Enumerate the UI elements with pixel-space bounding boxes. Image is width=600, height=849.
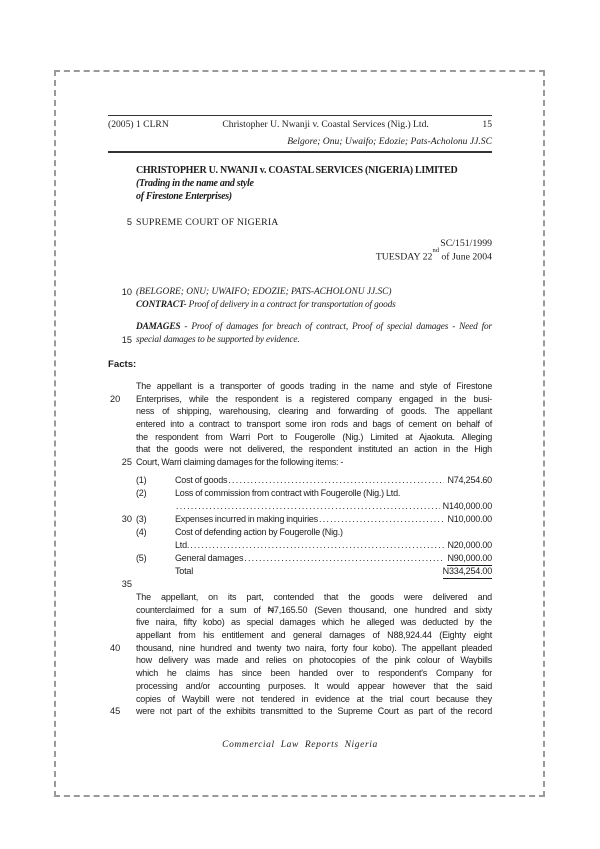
text-line (108, 642, 492, 655)
hearing-date (108, 247, 492, 263)
text-line (108, 443, 492, 456)
text-line (108, 380, 492, 393)
header-bottom-rule (108, 151, 492, 153)
text-line-content: that the goods were not delivered, the respondent instituted an action in the High (136, 444, 492, 455)
claim-number: (4) (136, 527, 147, 537)
margin-line-number: 10 (121, 287, 132, 297)
case-heading-trading-name-1: (Trading in the name and style (136, 178, 254, 189)
claims-row (108, 539, 492, 552)
text-line-content: Court, Warri claiming damages for the following items: - (136, 457, 344, 468)
margin-line-number: 5 (126, 217, 132, 227)
claims-row (108, 513, 492, 526)
claim-amount: N10,000.00 (447, 514, 492, 524)
claim-amount: N140,000.00 (442, 501, 492, 511)
claims-row (108, 500, 492, 513)
margin-line-number: 20 (110, 393, 121, 404)
text-line-content: how delivery was made and relies on photocopies of the pink colour of Waybills (136, 655, 492, 666)
claim-amount: N90,000.00 (447, 552, 492, 566)
footer-publication-name: Commercial Law Reports Nigeria (222, 740, 378, 750)
claim-description: Cost of defending action by Fougerolle (Nig.) (175, 527, 343, 537)
text-line-content: ness of shipping, warehousing, clearing and forwarding of goods. The appellant (136, 406, 492, 417)
claim-amount: N334,254.00 (443, 565, 492, 579)
text-line (108, 616, 492, 629)
dot-leader (319, 513, 444, 526)
margin-line-number: 40 (110, 642, 121, 653)
claim-amount: N74,254.60 (447, 475, 492, 485)
claims-row (108, 565, 492, 578)
text-line (108, 693, 492, 706)
text-line (108, 629, 492, 642)
text-line (108, 456, 492, 469)
facts-heading: Facts: (108, 359, 137, 370)
claim-description: Expenses incurred in making inquiries (175, 514, 318, 524)
text-line-content: thousand, nine hundred and twenty two naira, forty four kobo). The appellant pleaded (136, 642, 492, 653)
text-line-content: were not part of the exhibits transmitted to the Supreme Court as part of the record (136, 706, 492, 717)
running-case-title: Christopher U. Nwanji v. Coastal Services (Nig.) Ltd. (222, 119, 429, 130)
text-line (108, 654, 492, 667)
catchword-damages-term: DAMAGES (136, 322, 181, 332)
dot-leader (244, 552, 444, 565)
text-line (108, 591, 492, 604)
text-line (108, 705, 492, 718)
text-line-content: copies of Waybill were not tendered in evidence at the trial court because they (136, 693, 492, 704)
text-line (108, 680, 492, 693)
text-line (108, 667, 492, 680)
claim-number: (5) (136, 553, 147, 563)
text-line (108, 418, 492, 431)
court-name: SUPREME COURT OF NIGERIA (136, 217, 279, 228)
text-line-content: The appellant is a transporter of goods trading in the name and style of Firestone (136, 381, 492, 391)
claims-row (108, 487, 492, 500)
case-heading-main: CHRISTOPHER U. NWANJI v. COASTAL SERVICES (NIGERIA) LIMITED (136, 165, 458, 176)
court-name-line (108, 217, 520, 228)
text-line-content: which he claims has since been handed over to respondent's Company for (136, 668, 492, 679)
suit-number: SC/151/1999 (440, 238, 492, 249)
claim-description: Total (175, 566, 194, 576)
claim-description: General damages (175, 553, 244, 563)
text-line-content: counterclaimed for a sum of ₦7,165.50 (Seven thousand, one hundred and sixty (136, 604, 492, 615)
text-line (108, 431, 492, 444)
catchword-contract-text: Proof of delivery in a contract for transportation of goods (186, 300, 396, 310)
margin-line-number: 45 (110, 706, 121, 717)
judges-line: Belgore; Onu; Uwaifo; Edozie; Pats-Acholonu JJ.SC (287, 136, 492, 147)
text-line (108, 604, 492, 617)
case-heading (108, 164, 520, 203)
claims-row (108, 578, 492, 591)
text-line-content: appellant from his entitlement and general damages of N88,924.44 (Eighty eight (136, 630, 492, 641)
claim-description: Loss of commission from contract with Fougerolle (Nig.) Ltd. (175, 488, 401, 498)
claim-amount: N20,000.00 (447, 540, 492, 550)
text-line-content: entered into a contract to transport some iron rods and bags of cement on behalf of (136, 419, 492, 430)
catchword-contract-term: CONTRACT- (136, 300, 187, 310)
hearing-date-day: TUESDAY 22 (375, 251, 433, 263)
claims-table (108, 474, 492, 591)
text-line-content: The appellant, on its part, contended that the goods were delivered and (136, 592, 492, 602)
coram-line (108, 287, 520, 297)
text-line-content: the respondent from Warri Port to Fougerolle (Nig.) Limited at Ajaokuta. Alleging (136, 431, 492, 442)
case-heading-trading-name-2: of Firestone Enterprises) (136, 191, 232, 202)
text-line-content: Enterprises, while the respondent is a registered company engaged in the busi- (136, 393, 492, 404)
claims-row (108, 552, 492, 565)
page-content (108, 0, 492, 849)
text-line-content: processing and/or accounting purposes. It would appear however that the said (136, 680, 492, 691)
claim-number: (1) (136, 475, 147, 485)
running-header (108, 119, 492, 130)
claims-row (108, 474, 492, 487)
dot-leader (228, 474, 444, 487)
hearing-date-month-year: of June 2004 (438, 251, 492, 263)
report-citation: (2005) 1 CLRN (108, 119, 169, 130)
claim-description: Cost of goods (175, 475, 228, 485)
facts-paragraph-2 (108, 591, 492, 718)
claim-description: Ltd. (175, 540, 190, 550)
margin-line-number: 25 (121, 457, 132, 468)
catchword-damages-text-2: special damages to be supported by evidence. (136, 335, 300, 345)
catchword-contract (108, 299, 492, 312)
coram-judges: (BELGORE; ONU; UWAIFO; EDOZIE; PATS-ACHOLONU JJ.SC) (136, 287, 392, 297)
dot-leader (190, 539, 444, 552)
facts-paragraph-1 (108, 380, 492, 469)
header-top-rule (108, 115, 492, 116)
catchword-damages-text: - Proof of damages for breach of contract, Proof of special damages - Need for (180, 322, 492, 332)
claims-row (108, 526, 492, 539)
hearing-date-ordinal: nd (432, 247, 439, 254)
text-line (108, 393, 492, 406)
text-line (108, 405, 492, 418)
claim-number: (3) (136, 514, 147, 524)
margin-line-number: 30 (121, 514, 132, 524)
claim-number: (2) (136, 488, 147, 498)
catchword-damages (108, 321, 492, 347)
dot-leader (176, 500, 440, 513)
text-line-content: five naira, fifty kobo) as special damages which he alleged was deducted by the (136, 617, 492, 628)
page-number: 15 (482, 119, 492, 130)
margin-line-number: 15 (121, 335, 132, 345)
margin-line-number: 35 (121, 579, 132, 589)
